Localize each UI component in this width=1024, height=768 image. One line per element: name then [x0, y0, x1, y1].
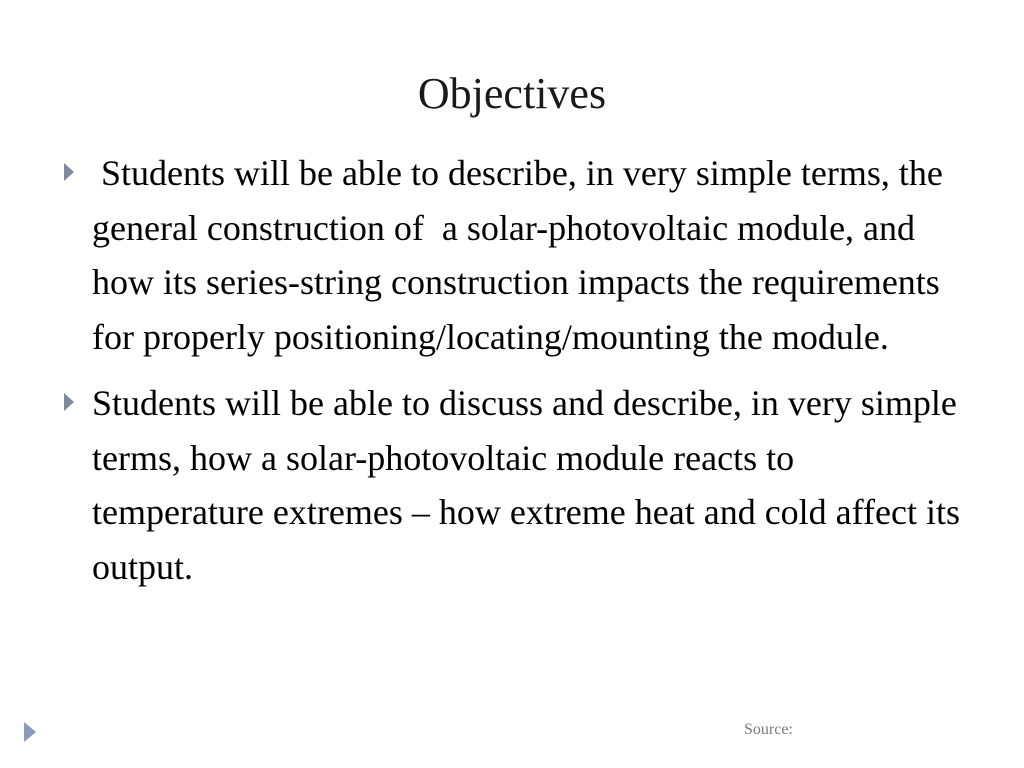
bullet-item [92, 146, 962, 364]
bullet-list [92, 146, 962, 606]
bullet-triangle-icon [64, 393, 74, 411]
bullet-text: Students will be able to describe, in very simple terms, the general construction of a solar-photovoltaic module, and how its series-string construction impacts the requirements for properly positioning/locating/mounting the module. [92, 153, 952, 357]
slide-title: Objectives [417, 69, 607, 118]
bullet-text: Students will be able to discuss and describe, in very simple terms, how a solar-photovoltaic module reacts to temperature extremes – how extreme heat and cold affect its output. [92, 383, 960, 587]
source-label: Source: [744, 721, 793, 738]
bullet-triangle-icon [64, 163, 74, 181]
corner-triangle-icon [24, 722, 36, 742]
bullet-item [92, 376, 962, 594]
